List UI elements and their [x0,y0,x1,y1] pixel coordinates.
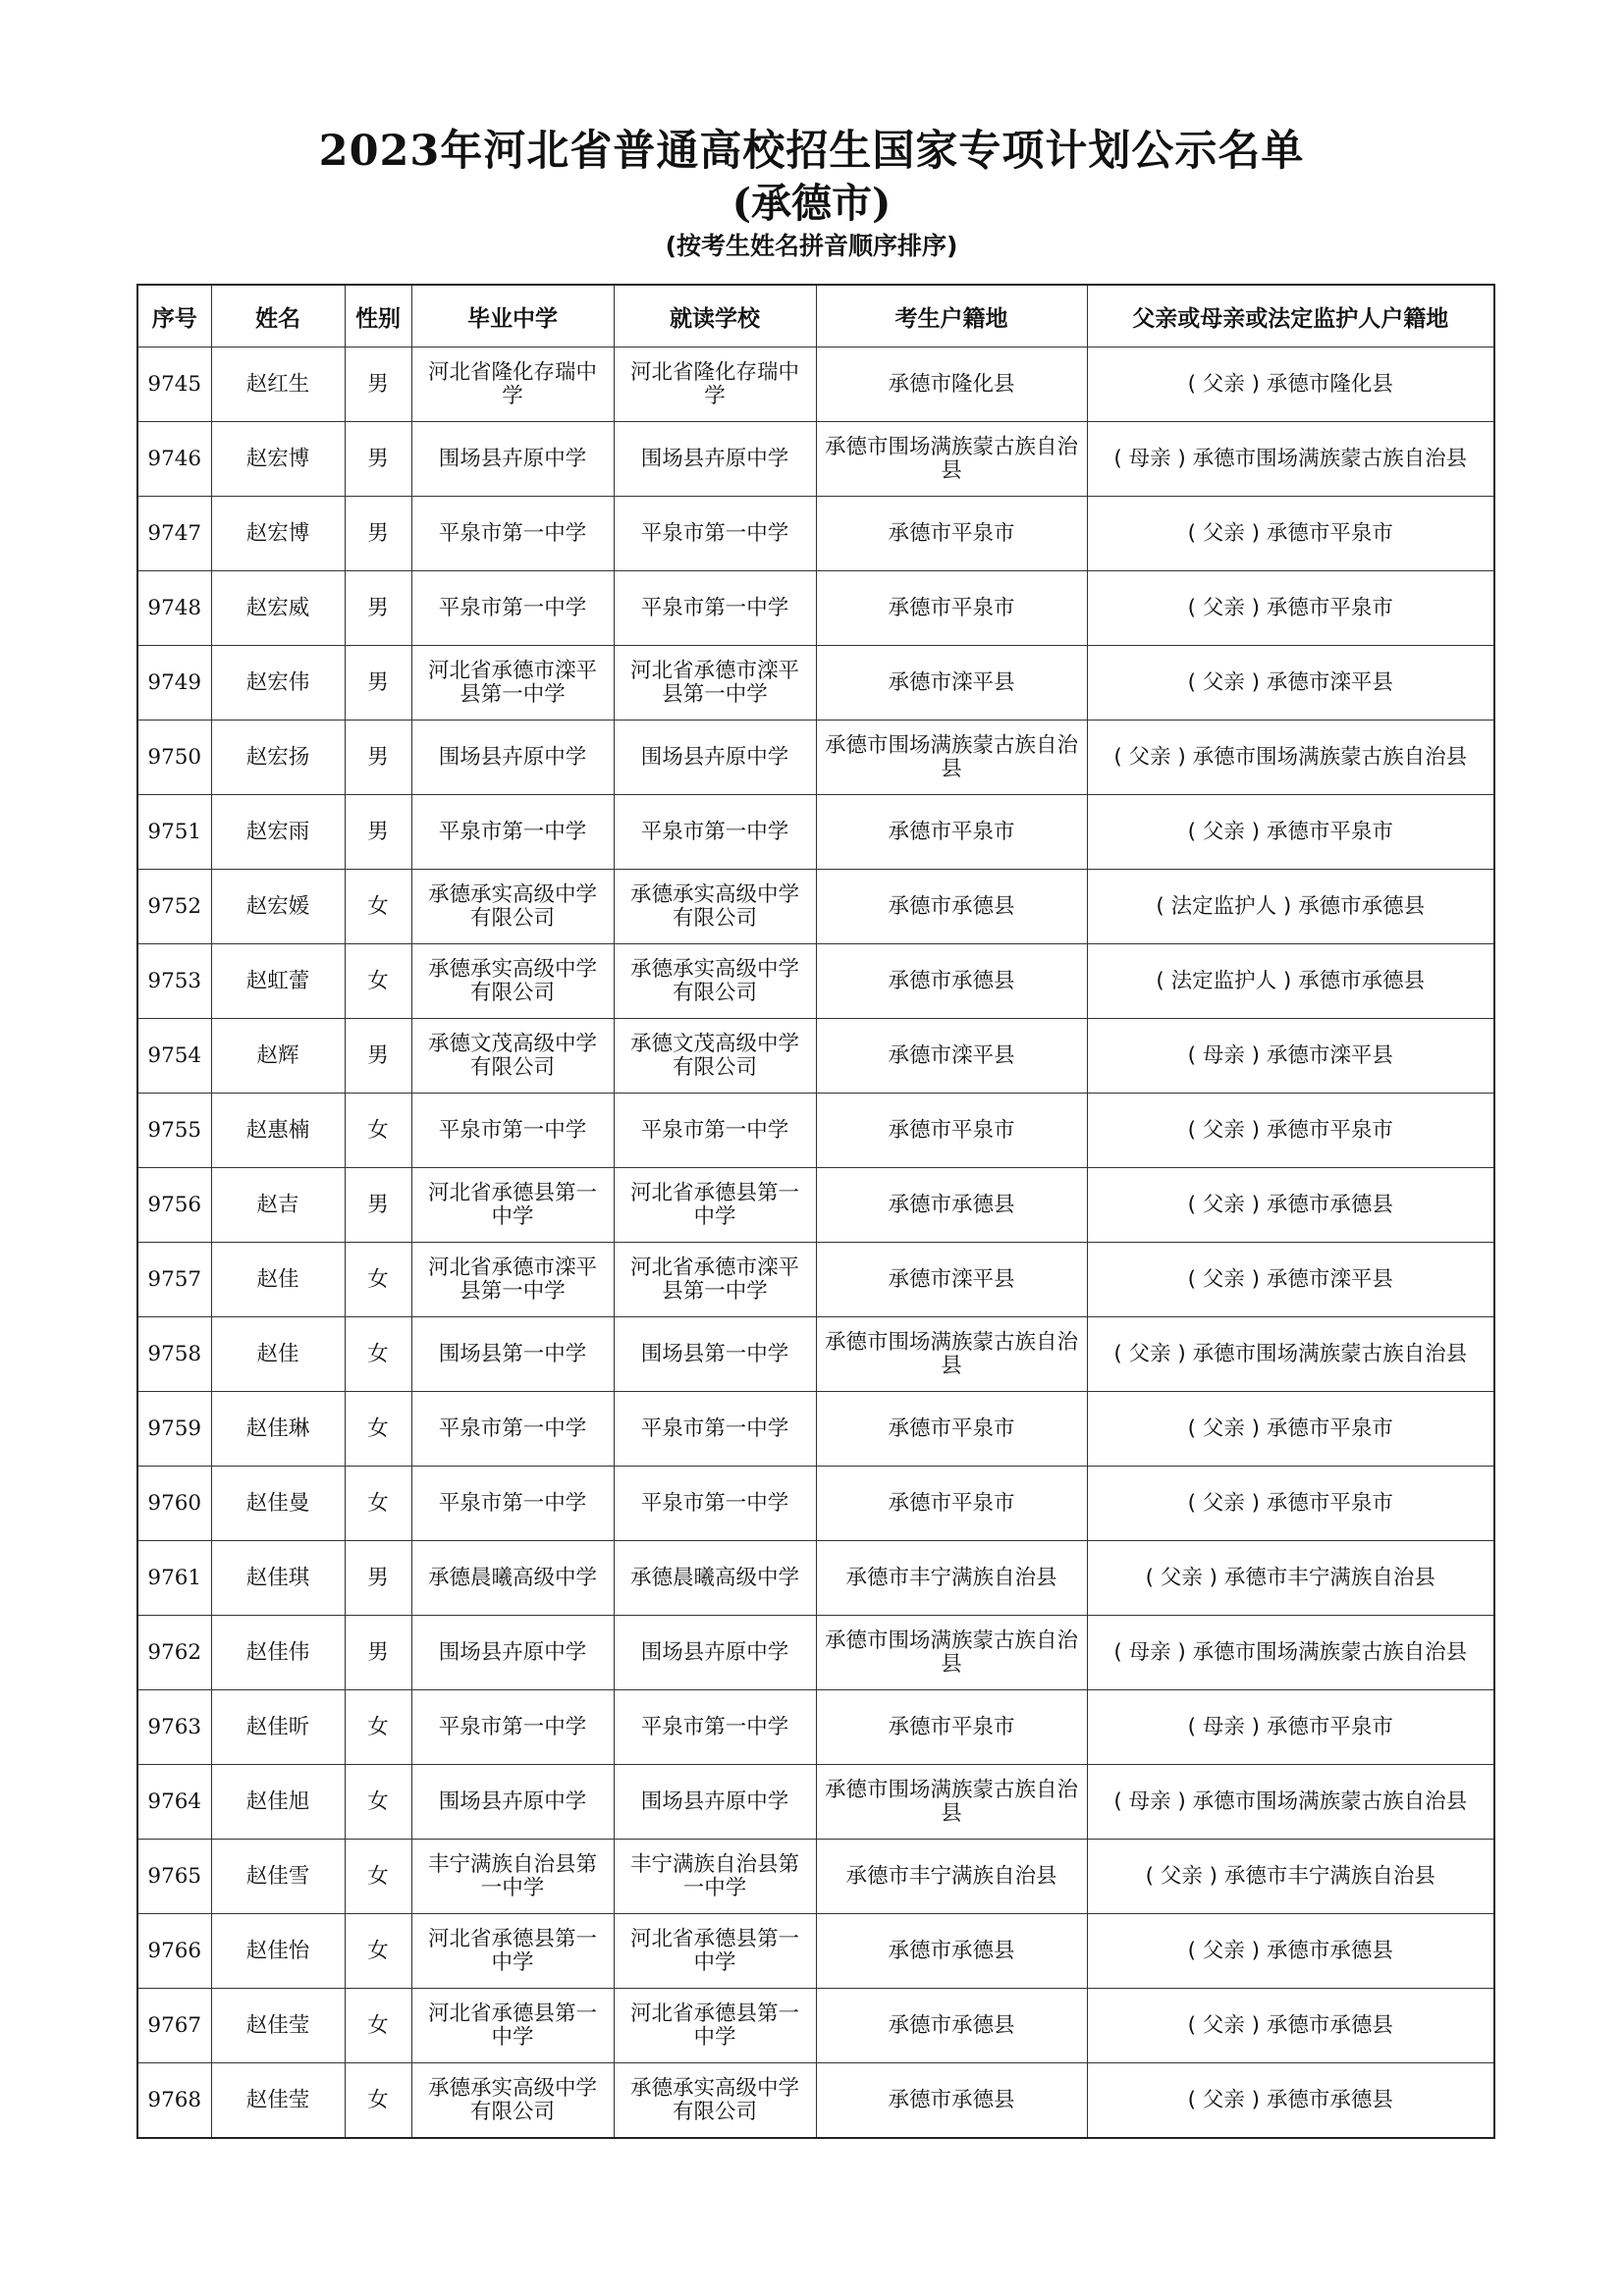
cell-serial: 9746 [137,422,211,497]
table-row [137,1243,1494,1317]
header-guardian-residence: 父亲或母亲或法定监护人户籍地 [1087,285,1494,347]
cell-serial: 9765 [137,1840,211,1914]
cell-current-school: 河北省承德县第一中学 [614,1168,816,1243]
table-row [137,1094,1494,1168]
table-row [137,870,1494,944]
cell-graduation-school: 河北省承德县第一中学 [411,1168,614,1243]
cell-serial: 9762 [137,1616,211,1690]
table-row [137,1317,1494,1392]
cell-gender: 女 [345,1914,411,1989]
cell-graduation-school: 河北省隆化存瑞中学 [411,347,614,422]
cell-serial: 9753 [137,944,211,1019]
cell-name: 赵佳 [211,1317,345,1392]
cell-name: 赵辉 [211,1019,345,1094]
cell-serial: 9767 [137,1989,211,2063]
cell-guardian-residence: ( 父亲 ) 承德市平泉市 [1087,571,1494,646]
cell-current-school: 承德承实高级中学有限公司 [614,870,816,944]
cell-serial: 9751 [137,795,211,870]
table-row [137,795,1494,870]
cell-gender: 女 [345,870,411,944]
cell-serial: 9763 [137,1690,211,1765]
table-row [137,2063,1494,2139]
cell-student-residence: 承德市滦平县 [816,646,1087,721]
cell-gender: 女 [345,1243,411,1317]
cell-student-residence: 承德市丰宁满族自治县 [816,1840,1087,1914]
header-gender: 性别 [345,285,411,347]
cell-gender: 女 [345,1690,411,1765]
cell-student-residence: 承德市平泉市 [816,1690,1087,1765]
cell-gender: 男 [345,795,411,870]
cell-current-school: 承德承实高级中学有限公司 [614,944,816,1019]
cell-student-residence: 承德市围场满族蒙古族自治县 [816,422,1087,497]
cell-guardian-residence: ( 父亲 ) 承德市丰宁满族自治县 [1087,1840,1494,1914]
cell-guardian-residence: ( 母亲 ) 承德市滦平县 [1087,1019,1494,1094]
cell-gender: 女 [345,1765,411,1840]
table-body [137,347,1494,2139]
cell-name: 赵宏扬 [211,721,345,795]
cell-serial: 9759 [137,1392,211,1467]
table-row [137,1019,1494,1094]
cell-serial: 9745 [137,347,211,422]
cell-guardian-residence: ( 父亲 ) 承德市承德县 [1087,1914,1494,1989]
cell-current-school: 承德文茂高级中学有限公司 [614,1019,816,1094]
cell-name: 赵宏博 [211,497,345,571]
cell-student-residence: 承德市滦平县 [816,1243,1087,1317]
document-title: 2023年河北省普通高校招生国家专项计划公示名单 [318,127,1305,176]
header-serial: 序号 [137,285,211,347]
cell-student-residence: 承德市平泉市 [816,1094,1087,1168]
cell-serial: 9766 [137,1914,211,1989]
cell-current-school: 围场县卉原中学 [614,721,816,795]
cell-guardian-residence: ( 法定监护人 ) 承德市承德县 [1087,944,1494,1019]
cell-serial: 9750 [137,721,211,795]
cell-serial: 9747 [137,497,211,571]
cell-serial: 9760 [137,1467,211,1541]
cell-serial: 9756 [137,1168,211,1243]
table-row [137,347,1494,422]
table-header-row [137,285,1494,347]
cell-student-residence: 承德市围场满族蒙古族自治县 [816,1765,1087,1840]
cell-guardian-residence: ( 父亲 ) 承德市滦平县 [1087,646,1494,721]
cell-guardian-residence: ( 父亲 ) 承德市承德县 [1087,2063,1494,2139]
cell-current-school: 承德承实高级中学有限公司 [614,2063,816,2139]
table-row [137,1989,1494,2063]
cell-graduation-school: 平泉市第一中学 [411,497,614,571]
cell-guardian-residence: ( 父亲 ) 承德市围场满族蒙古族自治县 [1087,1317,1494,1392]
cell-gender: 男 [345,571,411,646]
cell-guardian-residence: ( 法定监护人 ) 承德市承德县 [1087,870,1494,944]
cell-graduation-school: 河北省承德市滦平县第一中学 [411,646,614,721]
cell-name: 赵宏雨 [211,795,345,870]
roster-table [136,284,1495,2139]
cell-guardian-residence: ( 父亲 ) 承德市滦平县 [1087,1243,1494,1317]
cell-gender: 女 [345,1467,411,1541]
cell-guardian-residence: ( 父亲 ) 承德市平泉市 [1087,1467,1494,1541]
cell-student-residence: 承德市平泉市 [816,1467,1087,1541]
table-row [137,1616,1494,1690]
cell-current-school: 河北省隆化存瑞中学 [614,347,816,422]
cell-student-residence: 承德市滦平县 [816,1019,1087,1094]
cell-current-school: 平泉市第一中学 [614,1392,816,1467]
table-row [137,1541,1494,1616]
cell-graduation-school: 河北省承德县第一中学 [411,1989,614,2063]
cell-graduation-school: 承德晨曦高级中学 [411,1541,614,1616]
cell-current-school: 平泉市第一中学 [614,1094,816,1168]
cell-student-residence: 承德市丰宁满族自治县 [816,1541,1087,1616]
cell-student-residence: 承德市承德县 [816,2063,1087,2139]
cell-graduation-school: 平泉市第一中学 [411,1467,614,1541]
header-current-school: 就读学校 [614,285,816,347]
cell-student-residence: 承德市承德县 [816,1989,1087,2063]
cell-guardian-residence: ( 母亲 ) 承德市围场满族蒙古族自治县 [1087,1765,1494,1840]
cell-current-school: 丰宁满族自治县第一中学 [614,1840,816,1914]
table-row [137,646,1494,721]
cell-graduation-school: 平泉市第一中学 [411,1094,614,1168]
cell-graduation-school: 河北省承德市滦平县第一中学 [411,1243,614,1317]
cell-gender: 男 [345,422,411,497]
cell-name: 赵宏媛 [211,870,345,944]
cell-serial: 9748 [137,571,211,646]
cell-guardian-residence: ( 母亲 ) 承德市围场满族蒙古族自治县 [1087,422,1494,497]
cell-gender: 男 [345,1019,411,1094]
cell-current-school: 河北省承德市滦平县第一中学 [614,1243,816,1317]
cell-current-school: 河北省承德县第一中学 [614,1914,816,1989]
cell-current-school: 围场县第一中学 [614,1317,816,1392]
cell-graduation-school: 围场县卉原中学 [411,721,614,795]
cell-gender: 女 [345,1392,411,1467]
cell-student-residence: 承德市平泉市 [816,795,1087,870]
cell-current-school: 河北省承德县第一中学 [614,1989,816,2063]
cell-name: 赵佳怡 [211,1914,345,1989]
cell-graduation-school: 承德承实高级中学有限公司 [411,870,614,944]
cell-student-residence: 承德市围场满族蒙古族自治县 [816,1616,1087,1690]
cell-gender: 女 [345,1840,411,1914]
cell-gender: 女 [345,1094,411,1168]
cell-serial: 9768 [137,2063,211,2139]
cell-gender: 男 [345,1616,411,1690]
cell-graduation-school: 围场县卉原中学 [411,1616,614,1690]
header-student-residence: 考生户籍地 [816,285,1087,347]
cell-name: 赵宏伟 [211,646,345,721]
cell-serial: 9758 [137,1317,211,1392]
cell-student-residence: 承德市隆化县 [816,347,1087,422]
document-subtitle: (承德市) [731,180,892,227]
cell-serial: 9755 [137,1094,211,1168]
cell-name: 赵佳莹 [211,2063,345,2139]
cell-graduation-school: 平泉市第一中学 [411,571,614,646]
cell-graduation-school: 平泉市第一中学 [411,1392,614,1467]
cell-serial: 9749 [137,646,211,721]
cell-gender: 男 [345,497,411,571]
table-row [137,571,1494,646]
cell-graduation-school: 围场县卉原中学 [411,422,614,497]
cell-student-residence: 承德市平泉市 [816,497,1087,571]
cell-current-school: 承德晨曦高级中学 [614,1541,816,1616]
cell-current-school: 围场县卉原中学 [614,422,816,497]
cell-guardian-residence: ( 父亲 ) 承德市平泉市 [1087,497,1494,571]
cell-name: 赵佳雪 [211,1840,345,1914]
cell-graduation-school: 承德承实高级中学有限公司 [411,2063,614,2139]
table-row [137,422,1494,497]
cell-current-school: 河北省承德市滦平县第一中学 [614,646,816,721]
table-row [137,944,1494,1019]
cell-serial: 9754 [137,1019,211,1094]
cell-name: 赵佳旭 [211,1765,345,1840]
cell-current-school: 围场县卉原中学 [614,1765,816,1840]
cell-graduation-school: 承德文茂高级中学有限公司 [411,1019,614,1094]
cell-name: 赵宏威 [211,571,345,646]
cell-name: 赵佳 [211,1243,345,1317]
cell-name: 赵虹蕾 [211,944,345,1019]
cell-current-school: 平泉市第一中学 [614,1690,816,1765]
table-row [137,497,1494,571]
cell-name: 赵佳琪 [211,1541,345,1616]
cell-guardian-residence: ( 父亲 ) 承德市承德县 [1087,1989,1494,2063]
cell-guardian-residence: ( 母亲 ) 承德市平泉市 [1087,1690,1494,1765]
cell-name: 赵惠楠 [211,1094,345,1168]
cell-guardian-residence: ( 父亲 ) 承德市平泉市 [1087,795,1494,870]
cell-guardian-residence: ( 父亲 ) 承德市丰宁满族自治县 [1087,1541,1494,1616]
table-row [137,721,1494,795]
cell-graduation-school: 丰宁满族自治县第一中学 [411,1840,614,1914]
header-name: 姓名 [211,285,345,347]
cell-guardian-residence: ( 父亲 ) 承德市围场满族蒙古族自治县 [1087,721,1494,795]
cell-serial: 9764 [137,1765,211,1840]
cell-guardian-residence: ( 母亲 ) 承德市围场满族蒙古族自治县 [1087,1616,1494,1690]
cell-gender: 男 [345,721,411,795]
cell-name: 赵佳伟 [211,1616,345,1690]
cell-guardian-residence: ( 父亲 ) 承德市平泉市 [1087,1392,1494,1467]
cell-name: 赵宏博 [211,422,345,497]
table-row [137,1690,1494,1765]
cell-graduation-school: 平泉市第一中学 [411,1690,614,1765]
cell-gender: 男 [345,347,411,422]
cell-gender: 女 [345,944,411,1019]
cell-student-residence: 承德市承德县 [816,1168,1087,1243]
cell-current-school: 围场县卉原中学 [614,1616,816,1690]
cell-gender: 女 [345,1317,411,1392]
cell-guardian-residence: ( 父亲 ) 承德市平泉市 [1087,1094,1494,1168]
cell-graduation-school: 河北省承德县第一中学 [411,1914,614,1989]
cell-graduation-school: 围场县卉原中学 [411,1765,614,1840]
cell-serial: 9752 [137,870,211,944]
cell-serial: 9757 [137,1243,211,1317]
cell-gender: 男 [345,1541,411,1616]
cell-guardian-residence: ( 父亲 ) 承德市承德县 [1087,1168,1494,1243]
cell-name: 赵佳昕 [211,1690,345,1765]
table-row [137,1168,1494,1243]
sort-note: (按考生姓名拼音顺序排序) [665,232,958,260]
cell-gender: 女 [345,2063,411,2139]
cell-name: 赵吉 [211,1168,345,1243]
table-row [137,1392,1494,1467]
cell-graduation-school: 承德承实高级中学有限公司 [411,944,614,1019]
table-row [137,1765,1494,1840]
cell-serial: 9761 [137,1541,211,1616]
cell-student-residence: 承德市平泉市 [816,571,1087,646]
cell-student-residence: 承德市平泉市 [816,1392,1087,1467]
cell-gender: 男 [345,1168,411,1243]
cell-name: 赵佳曼 [211,1467,345,1541]
cell-name: 赵佳琳 [211,1392,345,1467]
table-row [137,1840,1494,1914]
cell-graduation-school: 围场县第一中学 [411,1317,614,1392]
cell-current-school: 平泉市第一中学 [614,1467,816,1541]
cell-gender: 男 [345,646,411,721]
cell-gender: 女 [345,1989,411,2063]
cell-current-school: 平泉市第一中学 [614,497,816,571]
header-graduation-school: 毕业中学 [411,285,614,347]
cell-current-school: 平泉市第一中学 [614,795,816,870]
cell-name: 赵红生 [211,347,345,422]
cell-student-residence: 承德市围场满族蒙古族自治县 [816,1317,1087,1392]
table-row [137,1467,1494,1541]
table-row [137,1914,1494,1989]
cell-name: 赵佳莹 [211,1989,345,2063]
cell-current-school: 平泉市第一中学 [614,571,816,646]
cell-guardian-residence: ( 父亲 ) 承德市隆化县 [1087,347,1494,422]
cell-graduation-school: 平泉市第一中学 [411,795,614,870]
cell-student-residence: 承德市承德县 [816,870,1087,944]
cell-student-residence: 承德市围场满族蒙古族自治县 [816,721,1087,795]
cell-student-residence: 承德市承德县 [816,1914,1087,1989]
cell-student-residence: 承德市承德县 [816,944,1087,1019]
